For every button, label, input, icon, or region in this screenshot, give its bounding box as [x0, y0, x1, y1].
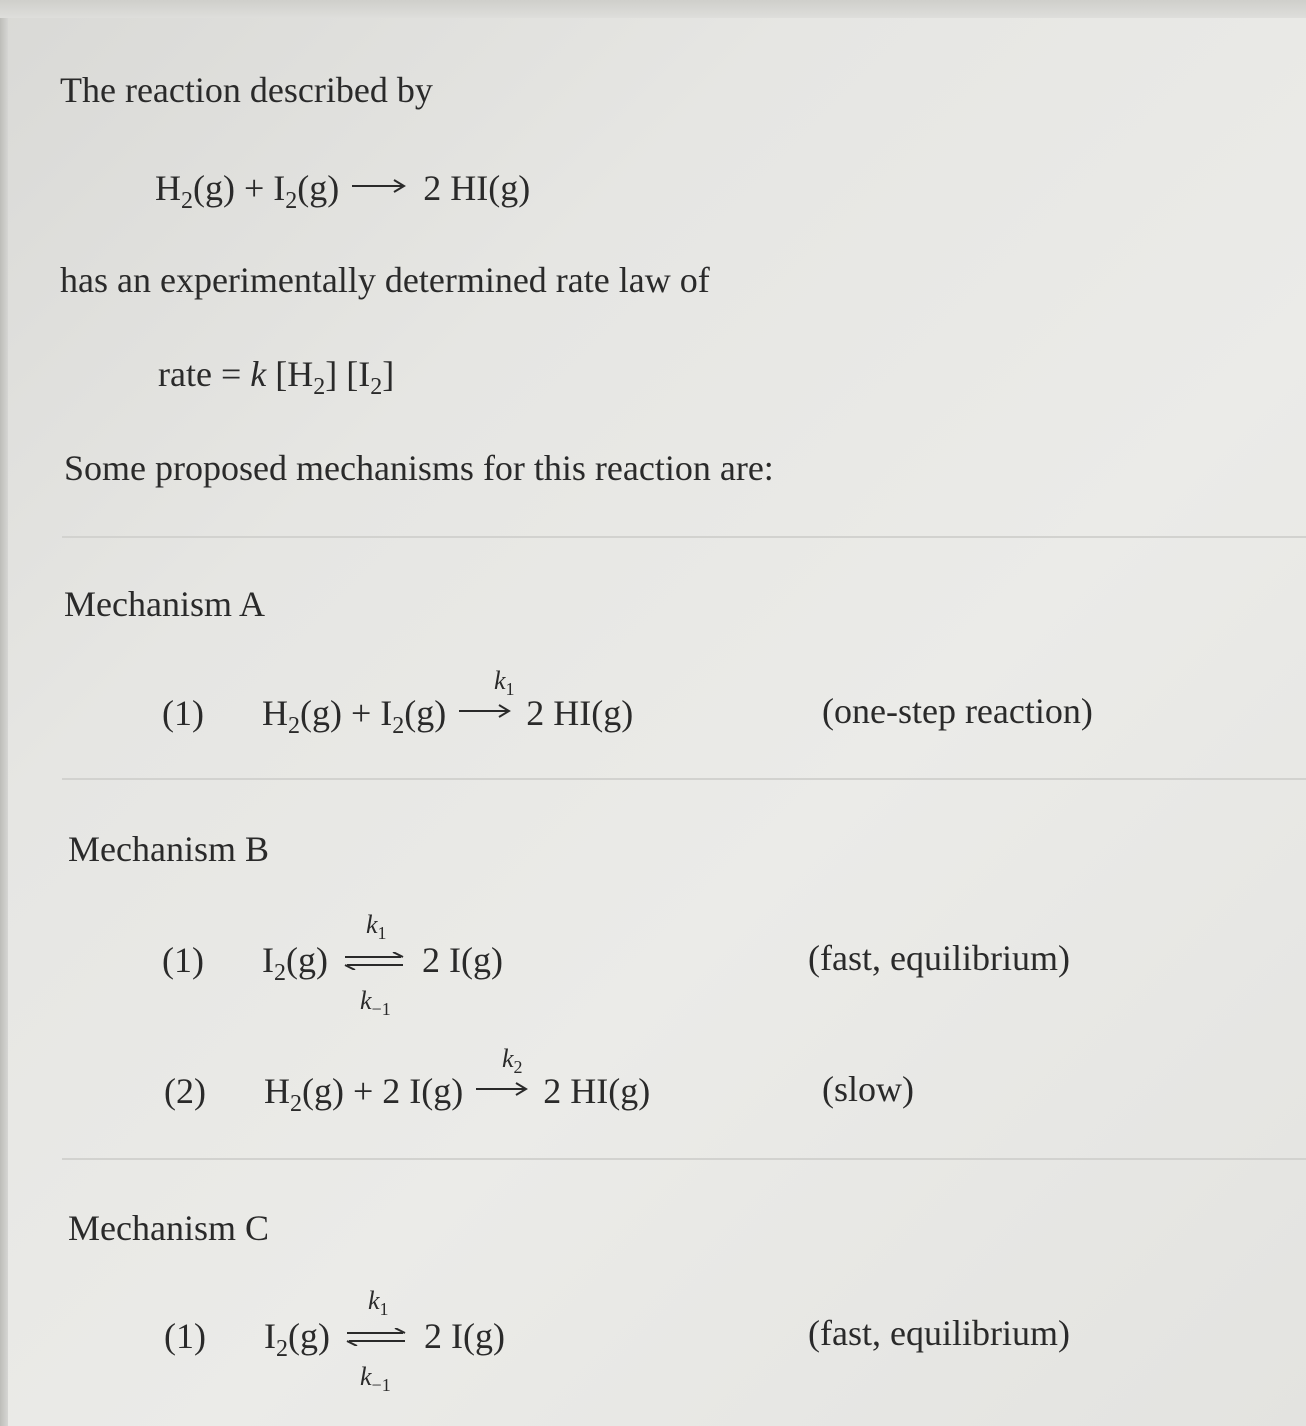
- mech-a-step-1-equation: $H_2(g) + I_2(g)$ 2 HI(g): [262, 693, 634, 739]
- reaction-arrow-icon: [455, 695, 517, 731]
- page-left-edge: [0, 0, 8, 1426]
- section-divider: [62, 778, 1306, 780]
- mech-b-forward-rate-constant: $k_1$: [366, 910, 387, 943]
- reaction-arrow-icon: [348, 170, 414, 206]
- section-divider: [62, 536, 1306, 538]
- mech-b-step-1-number: (1): [162, 940, 204, 980]
- section-divider: [62, 1158, 1306, 1160]
- mechanism-b-title: Mechanism B: [68, 829, 269, 869]
- mechanism-a-title: Mechanism A: [64, 584, 265, 624]
- mechanism-c-title: Mechanism C: [68, 1208, 269, 1248]
- mech-b-step-2-number: (2): [164, 1071, 206, 1111]
- mech-a-rate-constant: $k_1$: [494, 666, 515, 699]
- page-top-edge: [0, 0, 1306, 18]
- mech-b-step-1-equation: $I_2(g)$ 2 I(g): [262, 940, 503, 986]
- overall-reaction-equation: $H_2(g) + I_2(g)$ 2 HI(g): [155, 168, 531, 214]
- mech-c-forward-rate-constant: $k_1$: [368, 1286, 389, 1319]
- mech-c-reverse-rate-constant: $k_{-1}$: [360, 1362, 391, 1395]
- intro-line-2: has an experimentally determined rate law of: [60, 260, 710, 300]
- mech-b-reverse-rate-constant: $k_{-1}$: [360, 986, 391, 1019]
- intro-line-1: The reaction described by: [60, 70, 433, 110]
- mech-c-step-1-number: (1): [164, 1316, 206, 1356]
- mech-a-step-1-note: (one-step reaction): [822, 691, 1093, 731]
- mech-b-step-1-note: (fast, equilibrium): [808, 938, 1070, 978]
- rate-law-equation: rate = k $[H_2]$ $[I_2]$: [158, 354, 395, 400]
- mech-a-step-1-number: (1): [162, 693, 204, 733]
- mech-c-step-1-equation: $I_2(g)$ 2 I(g): [264, 1316, 505, 1362]
- mech-c-step-1-note: (fast, equilibrium): [808, 1313, 1070, 1353]
- mech-b-step-2-equation: $H_2(g) + 2$ I(g) 2 HI(g): [264, 1071, 651, 1117]
- equilibrium-arrow-icon: [337, 942, 413, 978]
- mech-b-step-2-rate-constant: $k_2$: [502, 1044, 523, 1077]
- reaction-arrow-icon: [472, 1073, 534, 1109]
- equilibrium-arrow-icon: [339, 1318, 415, 1354]
- intro-line-3: Some proposed mechanisms for this reaction are:: [64, 448, 774, 488]
- mech-b-step-2-note: (slow): [822, 1069, 914, 1109]
